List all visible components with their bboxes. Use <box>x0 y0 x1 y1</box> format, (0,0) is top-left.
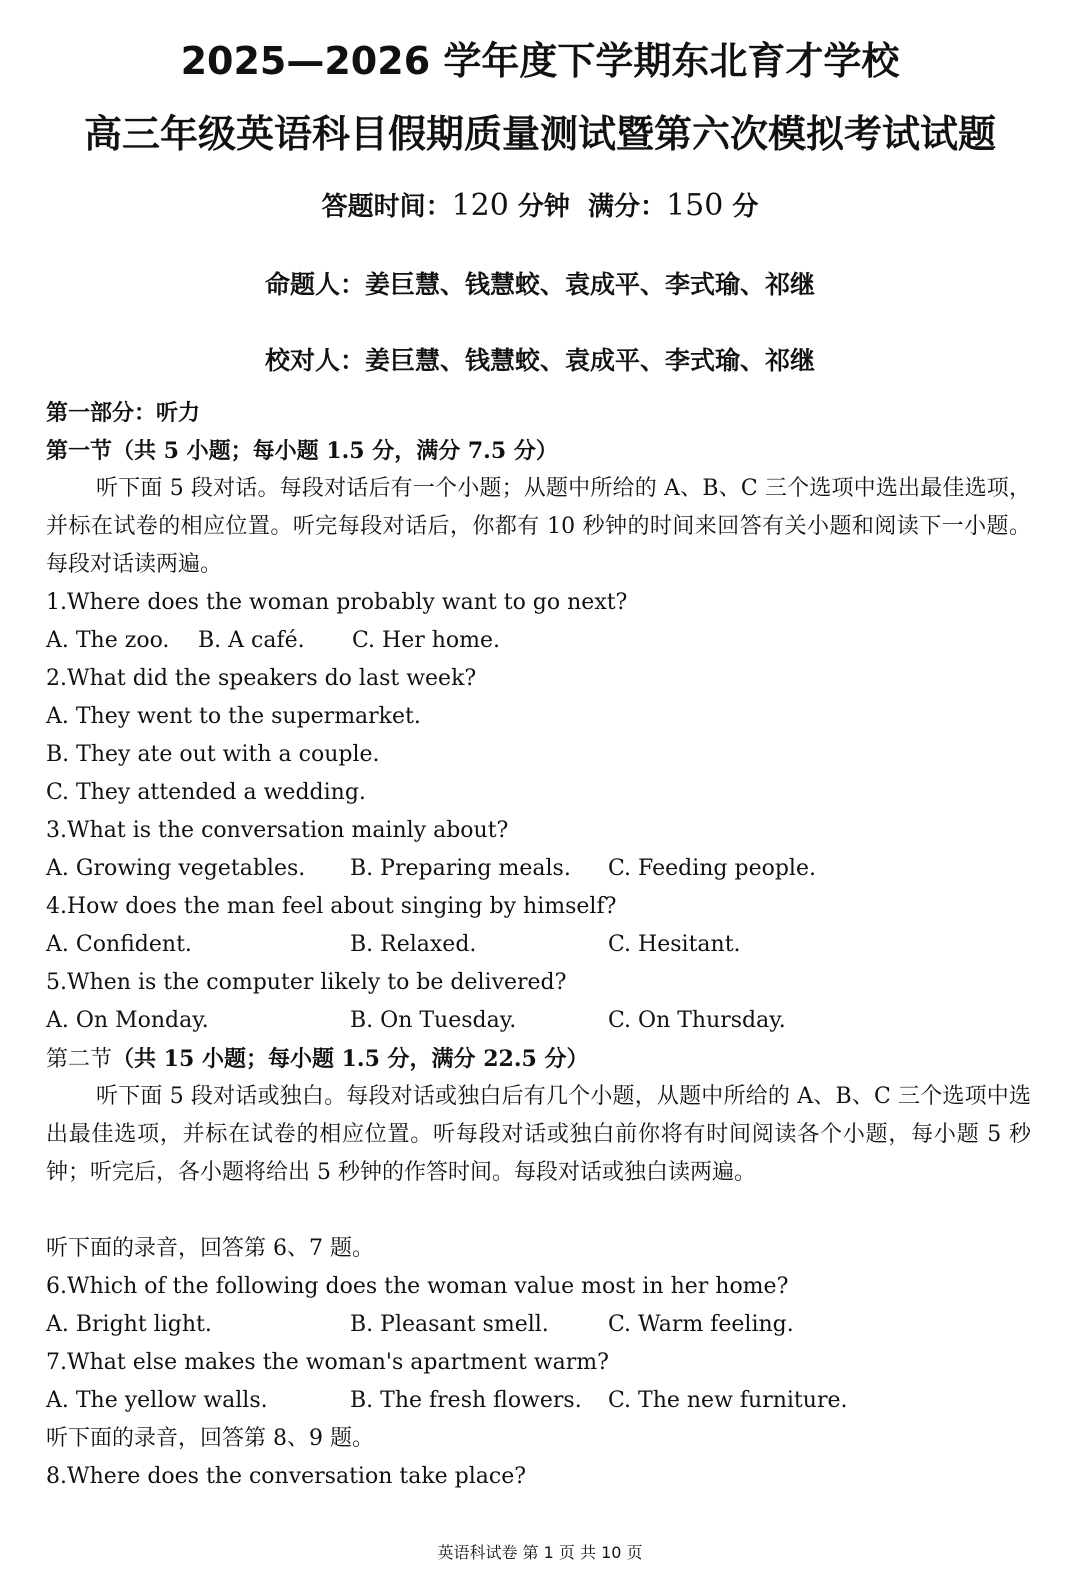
question-7-option-c: C. The new furniture. <box>608 1388 848 1413</box>
question-6-option-b: B. Pleasant smell. <box>350 1312 549 1337</box>
question-2-stem: 2.What did the speakers do last week? <box>46 666 477 691</box>
audio-cue-6-7: 听下面的录音，回答第 6、7 题。 <box>46 1236 374 1261</box>
question-6-stem: 6.Which of the following does the woman value most in her home? <box>46 1274 789 1299</box>
question-3-option-b: B. Preparing meals. <box>350 856 571 881</box>
exam-time-score <box>0 186 1080 223</box>
question-5-option-b: B. On Tuesday. <box>350 1008 517 1033</box>
question-4-option-c: C. Hesitant. <box>608 932 741 957</box>
question-5-option-a: A. On Monday. <box>46 1008 209 1033</box>
section1-instructions: 听下面 5 段对话。每段对话后有一个小题；从题中所给的 A、B、C 三个选项中选出最佳选项，并标在试卷的相应位置。听完每段对话后，你都有 10 秒钟的时间来回答有关小题和阅读下一小题。每段对话读两遍。 <box>46 476 1031 577</box>
exam-title-line2: 高三年级英语科目假期质量测试暨第六次模拟考试试题 <box>83 112 996 156</box>
question-6-option-a: A. Bright light. <box>46 1312 212 1337</box>
exam-authors: 命题人：姜巨慧、钱慧蛟、袁成平、李式瑜、祁继 <box>264 270 815 299</box>
question-4-option-b: B. Relaxed. <box>350 932 477 957</box>
question-1-stem: 1.Where does the woman probably want to go next? <box>46 590 628 615</box>
question-3-option-c: C. Feeding people. <box>608 856 816 881</box>
exam-proofreaders: 校对人：姜巨慧、钱慧蛟、袁成平、李式瑜、祁继 <box>264 346 815 375</box>
question-2-option-c: C. They attended a wedding. <box>46 780 366 805</box>
question-5-option-c: C. On Thursday. <box>608 1008 786 1033</box>
question-1-option-b: B. A café. <box>198 628 305 653</box>
section1-heading: 第一节（共 5 小题；每小题 1.5 分，满分 7.5 分） <box>46 438 558 464</box>
question-3-stem: 3.What is the conversation mainly about? <box>46 818 509 843</box>
score-unit: 分 <box>732 192 759 222</box>
question-5-stem: 5.When is the computer likely to be delivered? <box>46 970 567 995</box>
question-7-stem: 7.What else makes the woman's apartment warm? <box>46 1350 609 1375</box>
time-value: 120 <box>451 188 509 223</box>
question-1-option-c: C. Her home. <box>352 628 501 653</box>
audio-cue-8-9: 听下面的录音，回答第 8、9 题。 <box>46 1426 374 1451</box>
section2-heading-rest: （共 15 小题；每小题 1.5 分，满分 22.5 分） <box>112 1046 589 1072</box>
part1-heading: 第一部分：听力 <box>46 400 201 426</box>
section2-heading <box>46 1044 588 1075</box>
section2-instructions: 听下面 5 段对话或独白。每段对话或独白后有几个小题，从题中所给的 A、B、C 三个选项中选出最佳选项，并标在试卷的相应位置。听每段对话或独白前你将有时间阅读各个小题，每小题 5 秒钟；听完后，各小题将给出 5 秒钟的作答时间。每段对话或独白读两遍。 <box>46 1084 1031 1185</box>
question-8-stem: 8.Where does the conversation take place? <box>46 1464 527 1489</box>
time-unit: 分钟 <box>517 192 570 222</box>
time-label: 答题时间： <box>321 192 452 222</box>
page-footer: 英语科试卷 第 1 页 共 10 页 <box>437 1543 643 1562</box>
question-4-option-a: A. Confident. <box>46 932 192 957</box>
question-4-stem: 4.How does the man feel about singing by himself? <box>46 894 617 919</box>
question-2-option-a: A. They went to the supermarket. <box>46 704 421 729</box>
question-2-option-b: B. They ate out with a couple. <box>46 742 380 767</box>
question-3-option-a: A. Growing vegetables. <box>46 856 306 881</box>
score-value: 150 <box>666 188 724 223</box>
question-1-option-a: A. The zoo. <box>46 628 170 653</box>
exam-title-line1: 2025—2026 学年度下学期东北育才学校 <box>180 39 900 83</box>
section2-heading-prefix: 第二节 <box>46 1047 113 1072</box>
score-label: 满分： <box>588 192 667 222</box>
question-7-option-a: A. The yellow walls. <box>46 1388 268 1413</box>
question-7-option-b: B. The fresh flowers. <box>350 1388 582 1413</box>
question-6-option-c: C. Warm feeling. <box>608 1312 794 1337</box>
